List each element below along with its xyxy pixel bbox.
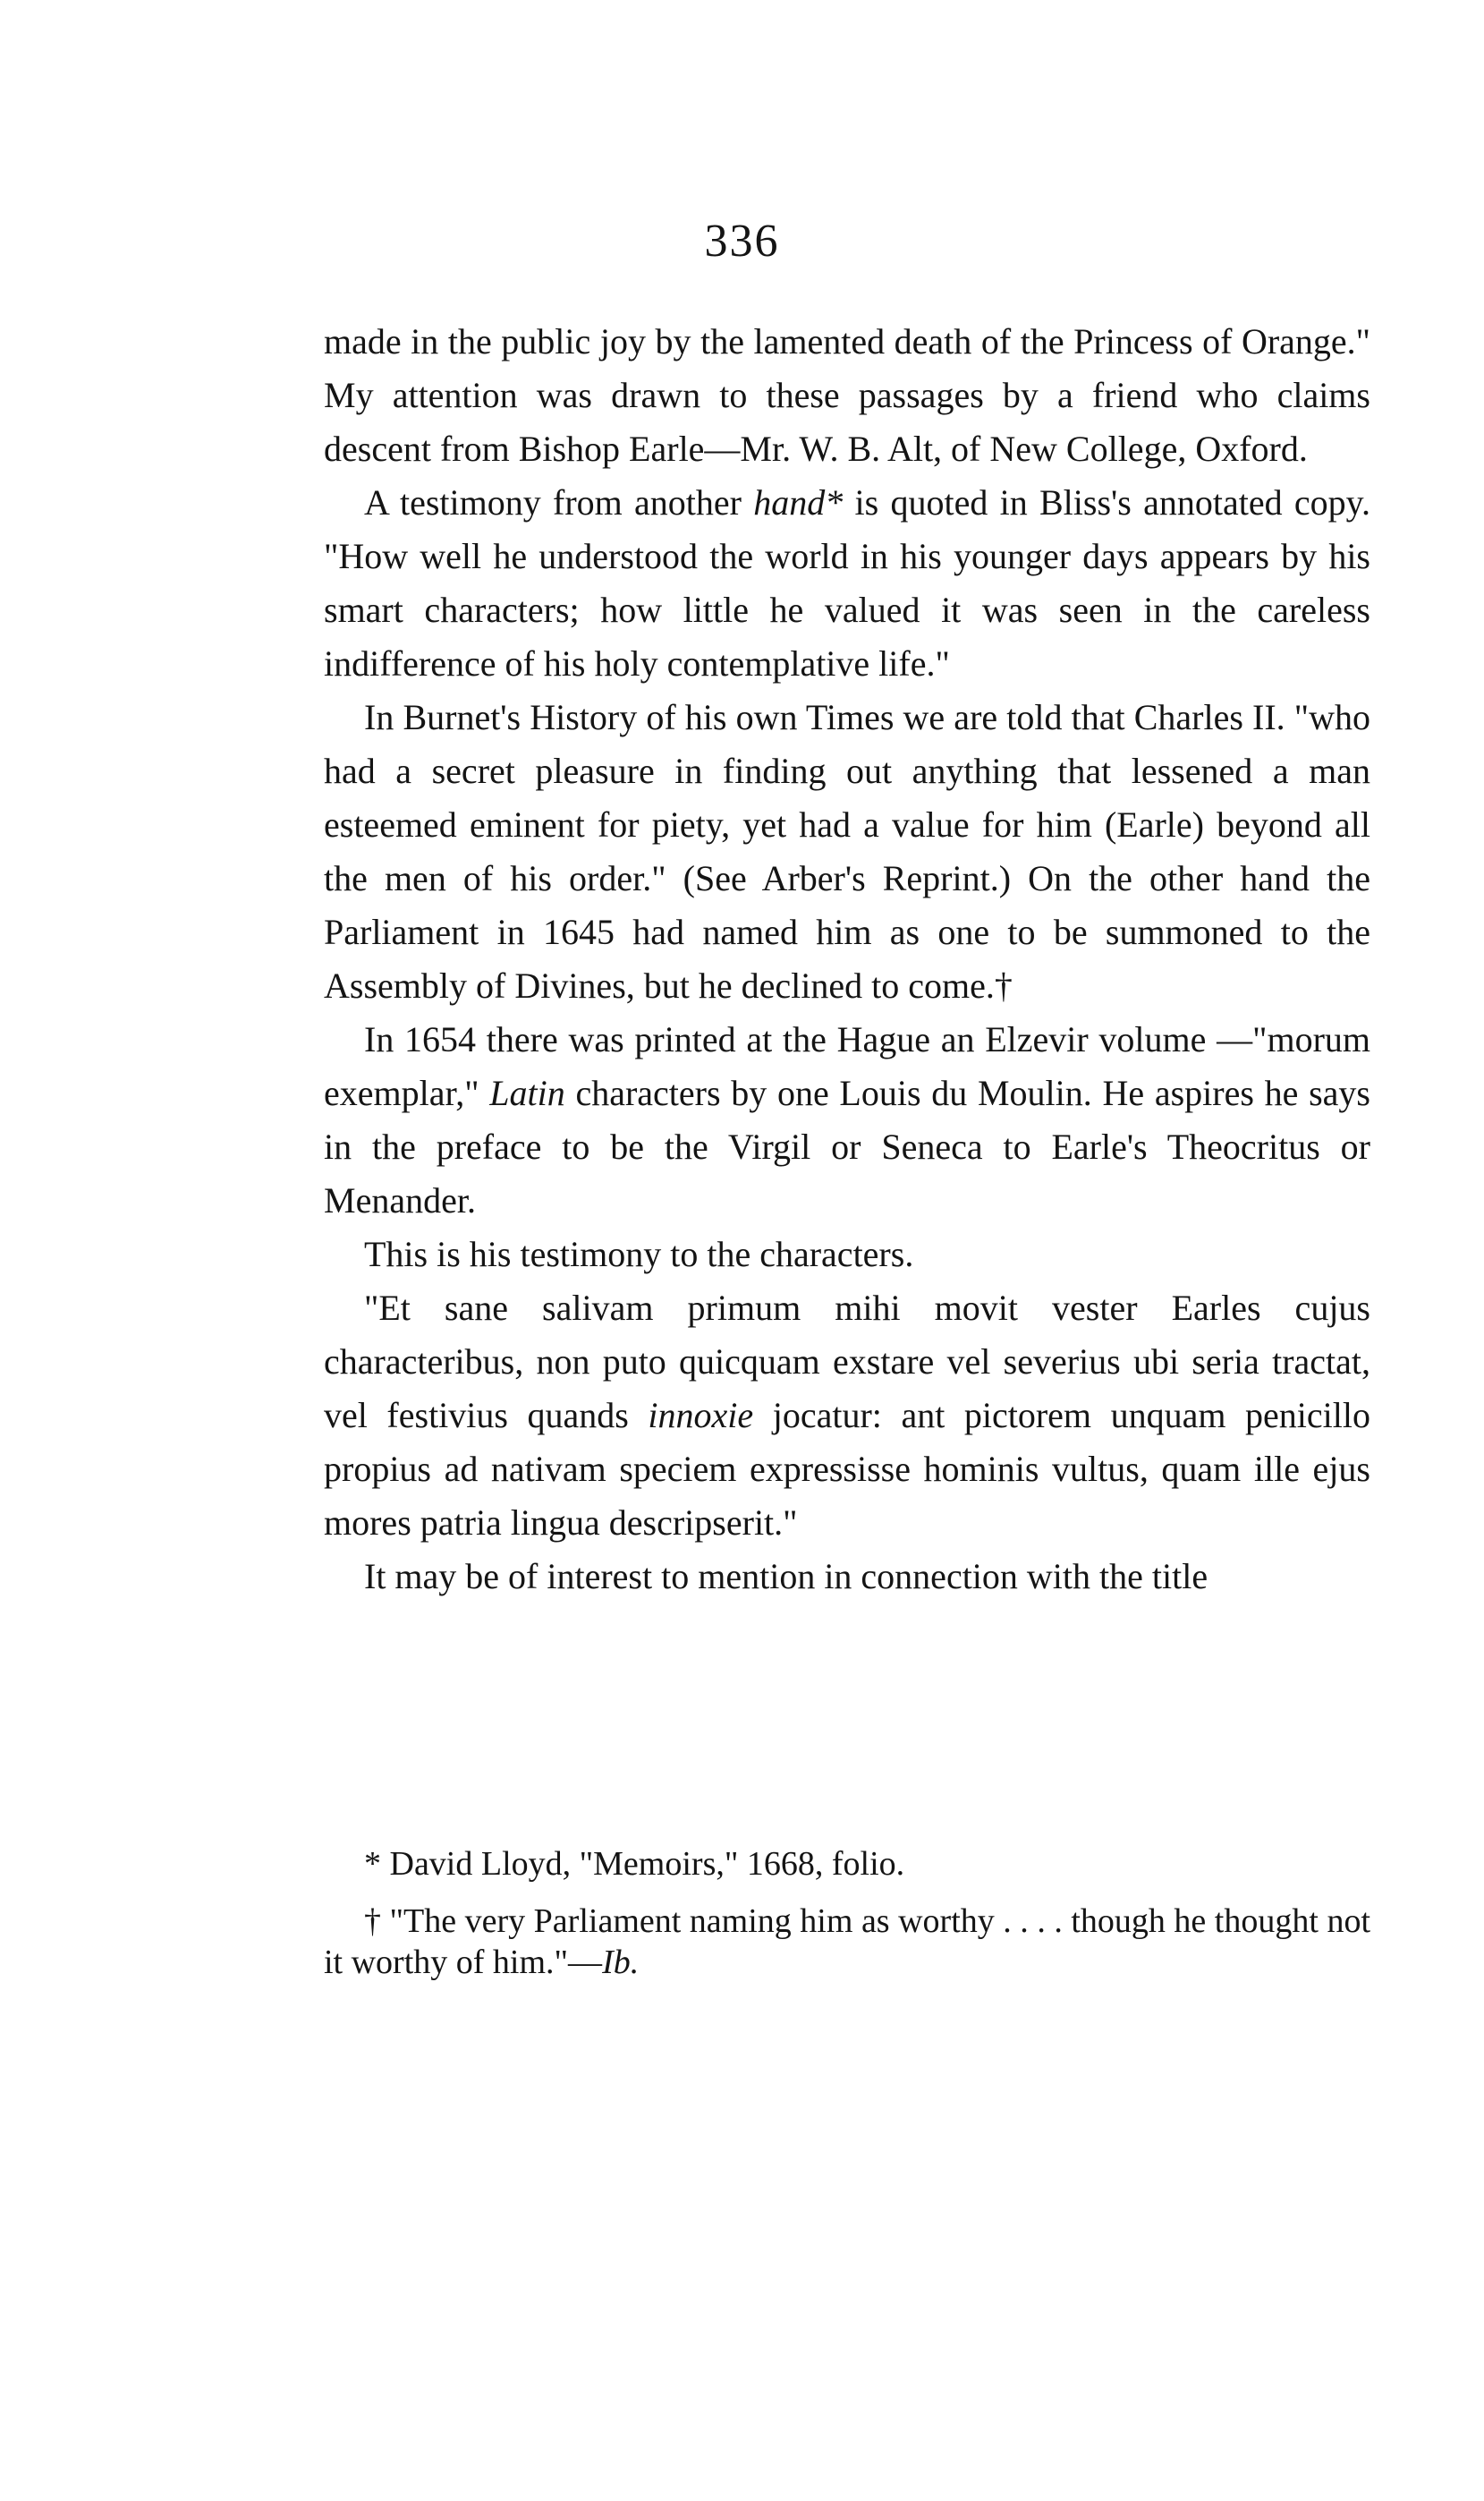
- page-number: 336: [704, 216, 780, 267]
- footnotes: [324, 1843, 1370, 1999]
- paragraph-2: [324, 476, 1370, 691]
- paragraph-6-latin-quote: [324, 1281, 1370, 1550]
- paragraph-4-end: characters by one Louis du Moulin. He aspires he says in the preface to be the Virgil or Seneca to Earle's Theocritus or Menander.: [324, 1073, 1370, 1221]
- italic-latin: Latin: [489, 1073, 565, 1113]
- italic-ib: Ib.: [602, 1944, 640, 1981]
- footnote-dagger-text: † "The very Parliament naming him as worthy . . . . though he thought not it worthy of him."—: [324, 1902, 1370, 1981]
- paragraph-2-end: is quoted in Bliss's annotated copy. "How well he understood the world in his younger days appears by his smart characters; how little he valued it was seen in the careless indifference of his holy contemplative life.": [324, 482, 1370, 684]
- italic-hand: hand*: [753, 482, 844, 523]
- paragraph-4-start: In 1654 there was printed at the Hague an Elzevir volume —"morum exemplar,": [324, 1019, 1370, 1113]
- paragraph-2-start: A testimony from another: [364, 482, 754, 523]
- paragraph-6-start: "Et sane salivam primum mihi movit vester Earles cujus characteribus, non puto quicquam exstare vel severius ubi seria tractat, vel festivius quands: [324, 1288, 1370, 1435]
- italic-innoxie: innoxie: [648, 1395, 754, 1435]
- body-text: [324, 315, 1370, 1604]
- paragraph-3: In Burnet's History of his own Times we are told that Charles II. "who had a secret pleasure in finding out anything that lessened a man esteemed eminent for piety, yet had a value for him (Earle) beyond all the men of his order." (See Arber's Reprint.) On the other hand the Parliament in 1645 had named him as one to be summoned to the Assembly of Divines, but he declined to come.†: [324, 697, 1370, 1006]
- paragraph-1: made in the public joy by the lamented death of the Princess of Orange." My attention was drawn to these passages by a friend who claims descent from Bishop Earle—Mr. W. B. Alt, of New College, Oxford.: [324, 321, 1370, 469]
- footnote-asterisk: * David Lloyd, "Memoirs," 1668, folio.: [364, 1845, 905, 1883]
- paragraph-7: It may be of interest to mention in connection with the title: [364, 1556, 1208, 1596]
- footnote-dagger: [324, 1901, 1370, 1983]
- paragraph-6-end: jocatur: ant pictorem unquam penicillo propius ad nativam speciem expressisse hominis vultus, quam ille ejus mores patria lingua descripserit.": [324, 1395, 1370, 1543]
- paragraph-5: This is his testimony to the characters.: [364, 1234, 914, 1274]
- paragraph-4: [324, 1013, 1370, 1228]
